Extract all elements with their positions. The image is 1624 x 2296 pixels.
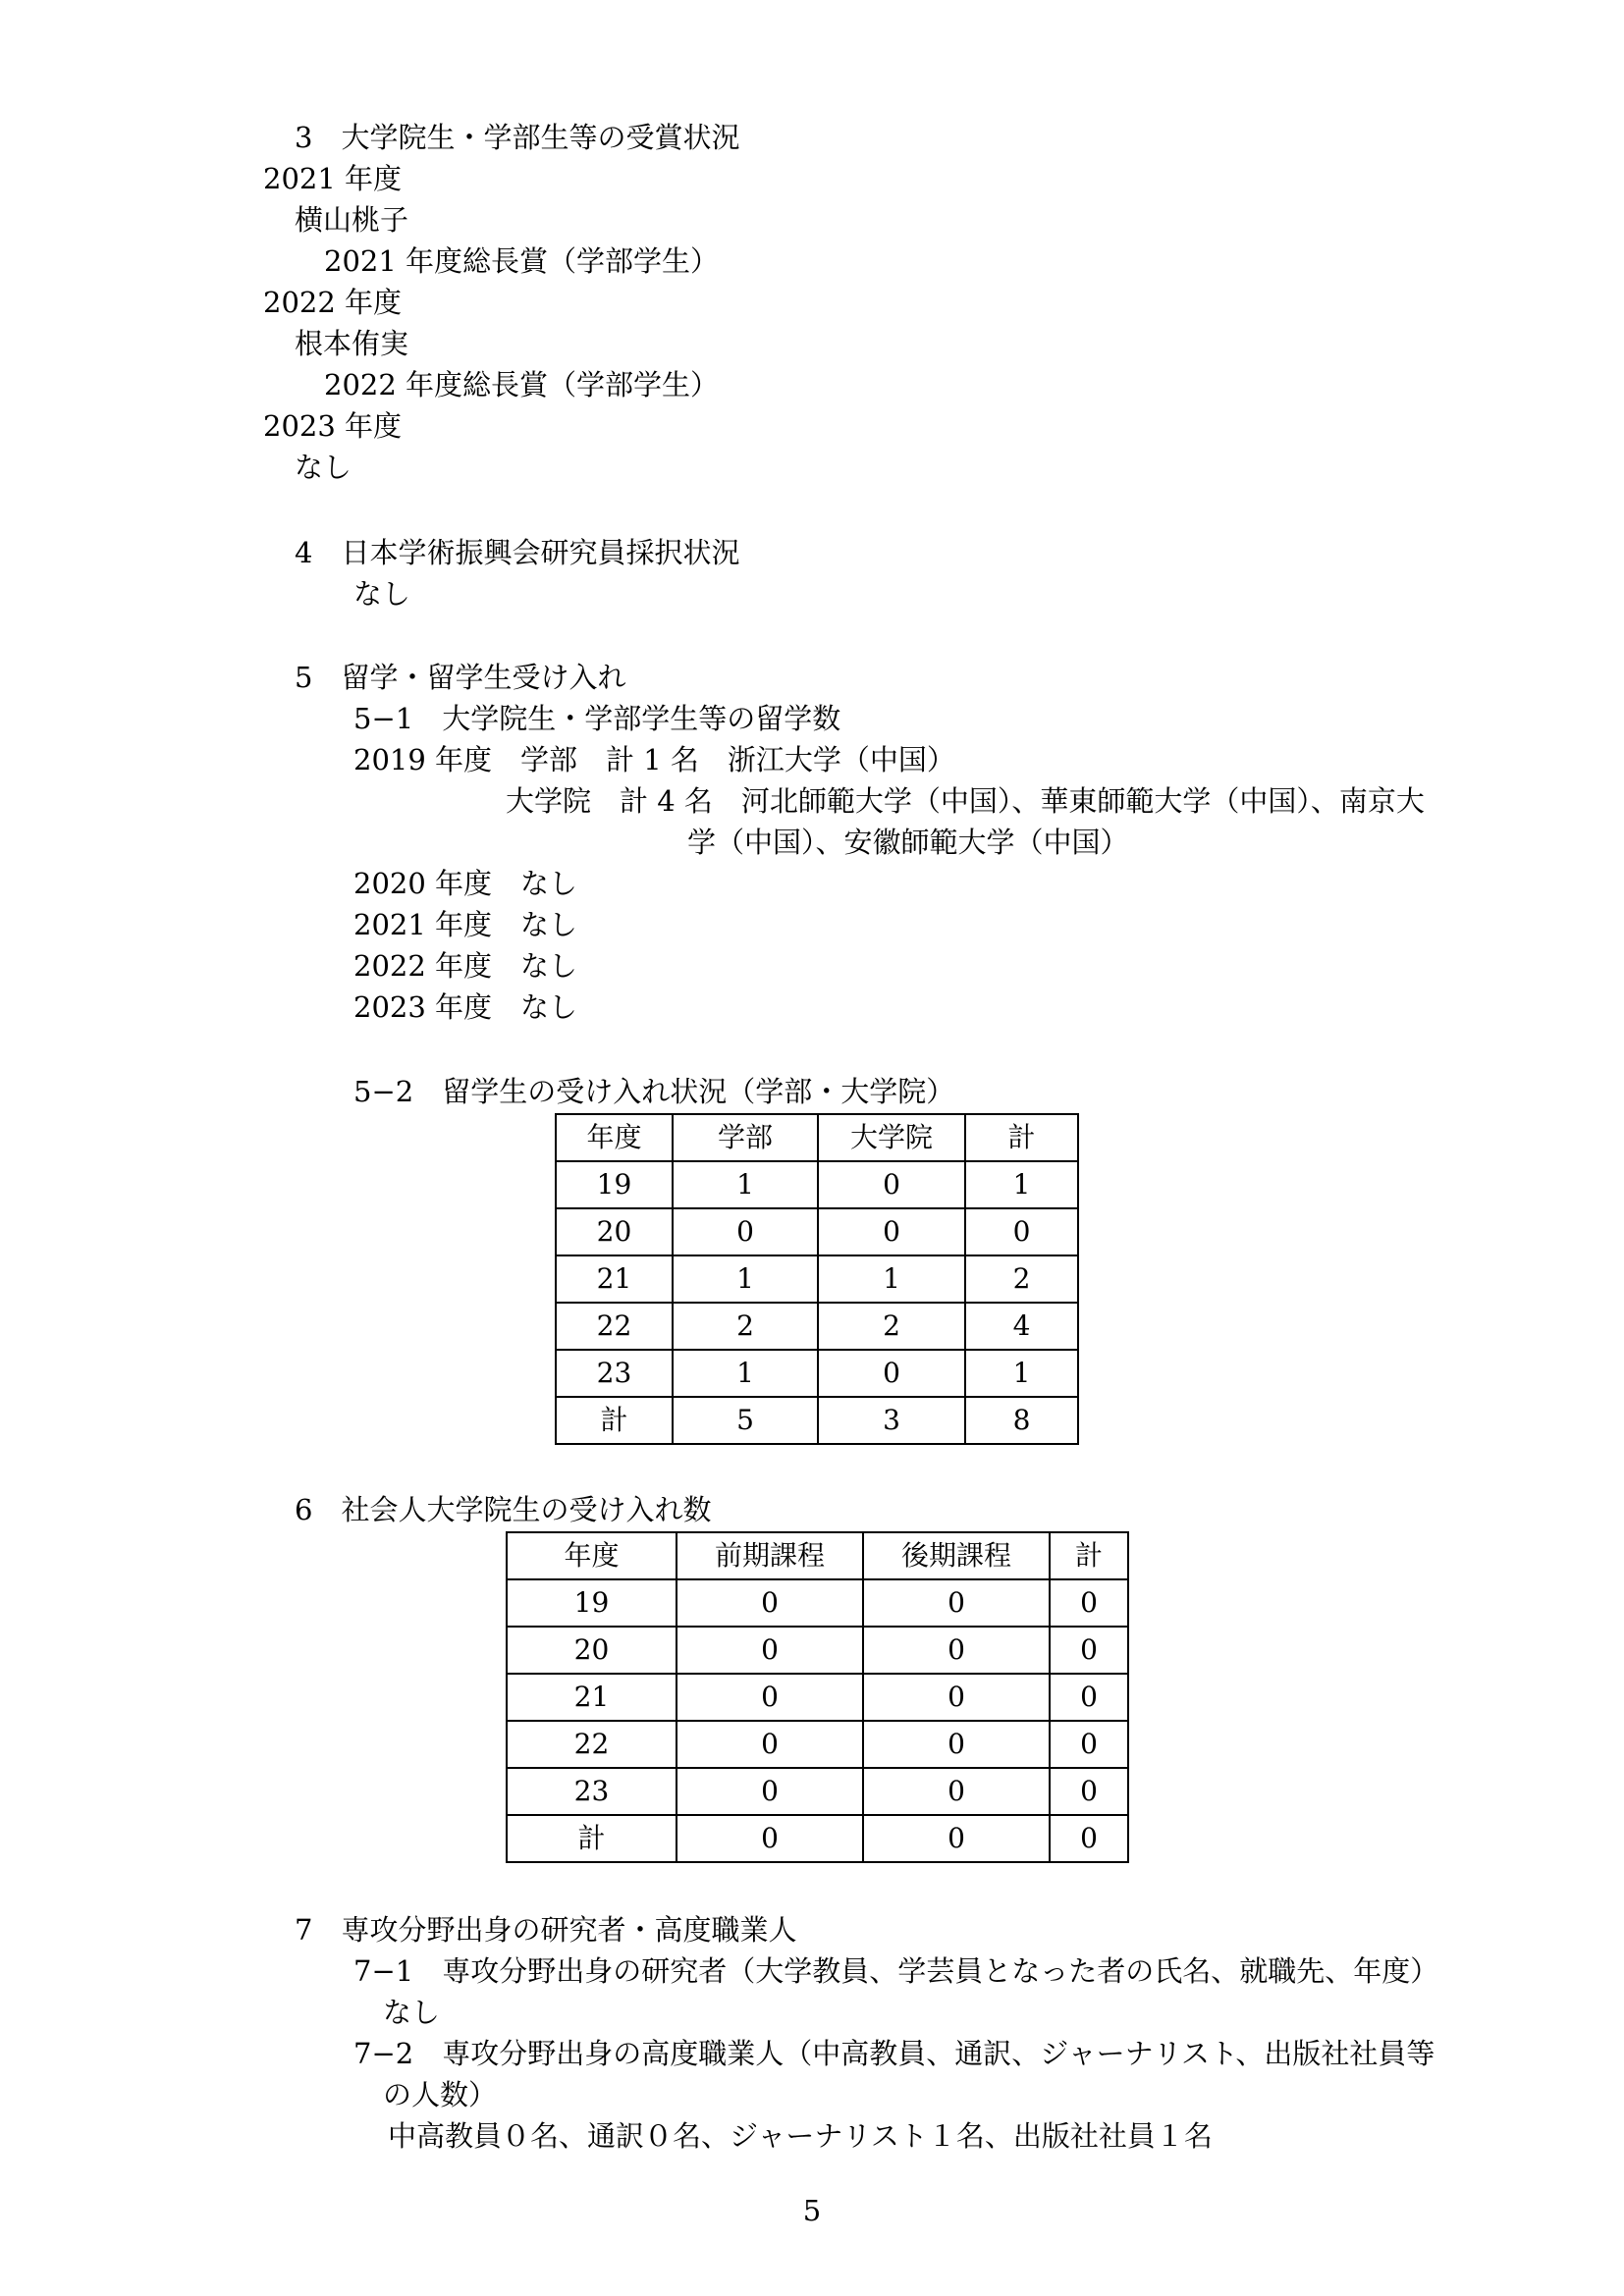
intl-students-table (555, 1113, 1079, 1445)
table-row (556, 1161, 1078, 1208)
table-row (507, 1768, 1128, 1815)
table-cell: 0 (1050, 1768, 1128, 1815)
table-cell: 0 (677, 1579, 863, 1627)
column-header: 年度 (507, 1532, 677, 1579)
table-cell: 1 (673, 1255, 818, 1303)
table-cell: 0 (677, 1815, 863, 1862)
table-cell: 0 (677, 1721, 863, 1768)
table-cell: 2 (965, 1255, 1078, 1303)
study-abroad-2023: 2023 年度 なし (353, 990, 578, 1024)
table-cell: 22 (507, 1721, 677, 1768)
table-cell: 1 (965, 1350, 1078, 1397)
table-cell: 0 (863, 1721, 1050, 1768)
table-row (507, 1627, 1128, 1674)
table-cell: 0 (818, 1350, 965, 1397)
table-cell: 0 (1050, 1815, 1128, 1862)
table-cell: 1 (673, 1161, 818, 1208)
table-cell: 2 (673, 1303, 818, 1350)
table-cell: 0 (863, 1627, 1050, 1674)
column-header: 前期課程 (677, 1532, 863, 1579)
awardee-2021: 横山桃子 (295, 203, 409, 237)
table-row (556, 1303, 1078, 1350)
table-cell: 3 (818, 1397, 965, 1444)
table-cell: 21 (507, 1674, 677, 1721)
column-header: 計 (965, 1114, 1078, 1161)
table-cell: 19 (507, 1579, 677, 1627)
awardee-2022: 根本侑実 (295, 327, 409, 360)
table-cell: 0 (965, 1208, 1078, 1255)
column-header: 後期課程 (863, 1532, 1050, 1579)
section-7-2-value: 中高教員０名、通訳０名、ジャーナリスト１名、出版社社員１名 (388, 2119, 1213, 2153)
section-7-heading: 7 専攻分野出身の研究者・高度職業人 (295, 1913, 797, 1947)
table-cell: 1 (818, 1255, 965, 1303)
table-cell: 19 (556, 1161, 673, 1208)
table-cell: 0 (677, 1768, 863, 1815)
table-row (556, 1397, 1078, 1444)
table-row (507, 1721, 1128, 1768)
table-cell: 計 (556, 1397, 673, 1444)
section-3-heading: 3 大学院生・学部生等の受賞状況 (295, 121, 740, 154)
table-cell: 21 (556, 1255, 673, 1303)
table-cell: 4 (965, 1303, 1078, 1350)
table-cell: 8 (965, 1397, 1078, 1444)
table-cell: 2 (818, 1303, 965, 1350)
table-cell: 0 (1050, 1721, 1128, 1768)
table-cell: 0 (1050, 1674, 1128, 1721)
award-2021: 2021 年度総長賞（学部学生） (324, 244, 720, 278)
table-cell: 0 (863, 1815, 1050, 1862)
table-cell: 0 (677, 1674, 863, 1721)
study-abroad-2021: 2021 年度 なし (353, 908, 578, 941)
table-cell: 0 (1050, 1627, 1128, 1674)
study-abroad-2019-grad: 大学院 計 4 名 河北師範大学（中国）、華東師範大学（中国）、南京大 (506, 784, 1425, 818)
table-cell: 0 (863, 1768, 1050, 1815)
table-cell: 0 (673, 1208, 818, 1255)
table-cell: 0 (818, 1208, 965, 1255)
section-7-2-heading-cont: の人数） (383, 2078, 498, 2111)
section-5-2-heading: 5−2 留学生の受け入れ状況（学部・大学院） (353, 1075, 955, 1108)
table-cell: 5 (673, 1397, 818, 1444)
table-row (507, 1674, 1128, 1721)
section-4-none: なし (353, 577, 411, 611)
year-2022: 2022 年度 (263, 286, 403, 319)
section-5-1-heading: 5−1 大学院生・学部学生等の留学数 (353, 702, 841, 735)
table-cell: 0 (863, 1579, 1050, 1627)
table-row (556, 1350, 1078, 1397)
table-cell: 1 (673, 1350, 818, 1397)
study-abroad-2019-undergrad: 2019 年度 学部 計 1 名 浙江大学（中国） (353, 743, 955, 776)
table-cell: 20 (556, 1208, 673, 1255)
table-cell: 22 (556, 1303, 673, 1350)
section-4-heading: 4 日本学術振興会研究員採択状況 (295, 536, 740, 569)
table-cell: 0 (818, 1161, 965, 1208)
table-header-row (507, 1532, 1128, 1579)
study-abroad-2019-grad-cont: 学（中国）、安徽師範大学（中国） (687, 826, 1129, 859)
section-6-heading: 6 社会人大学院生の受け入れ数 (295, 1493, 712, 1526)
table-cell: 20 (507, 1627, 677, 1674)
column-header: 計 (1050, 1532, 1128, 1579)
table-cell: 23 (507, 1768, 677, 1815)
column-header: 年度 (556, 1114, 673, 1161)
table-cell: 0 (1050, 1579, 1128, 1627)
working-grad-students-table (506, 1531, 1129, 1863)
table-row (556, 1208, 1078, 1255)
table-cell: 0 (677, 1627, 863, 1674)
table-row (507, 1579, 1128, 1627)
table-row (556, 1255, 1078, 1303)
section-7-2-heading: 7−2 専攻分野出身の高度職業人（中高教員、通訳、ジャーナリスト、出版社社員等 (353, 2037, 1435, 2070)
table-cell: 計 (507, 1815, 677, 1862)
column-header: 学部 (673, 1114, 818, 1161)
section-7-1-heading: 7−1 専攻分野出身の研究者（大学教員、学芸員となった者の氏名、就職先、年度） (353, 1954, 1439, 1988)
column-header: 大学院 (818, 1114, 965, 1161)
year-2023: 2023 年度 (263, 409, 403, 443)
table-row (507, 1815, 1128, 1862)
none-2023: なし (295, 451, 352, 484)
award-2022: 2022 年度総長賞（学部学生） (324, 368, 720, 401)
section-7-1-none: なし (383, 1996, 441, 2029)
study-abroad-2022: 2022 年度 なし (353, 949, 578, 983)
table-cell: 0 (863, 1674, 1050, 1721)
year-2021: 2021 年度 (263, 162, 403, 195)
table-cell: 23 (556, 1350, 673, 1397)
table-header-row (556, 1114, 1078, 1161)
study-abroad-2020: 2020 年度 なし (353, 867, 578, 900)
section-5-heading: 5 留学・留学生受け入れ (295, 661, 626, 694)
table-cell: 1 (965, 1161, 1078, 1208)
page-number: 5 (802, 2194, 822, 2227)
